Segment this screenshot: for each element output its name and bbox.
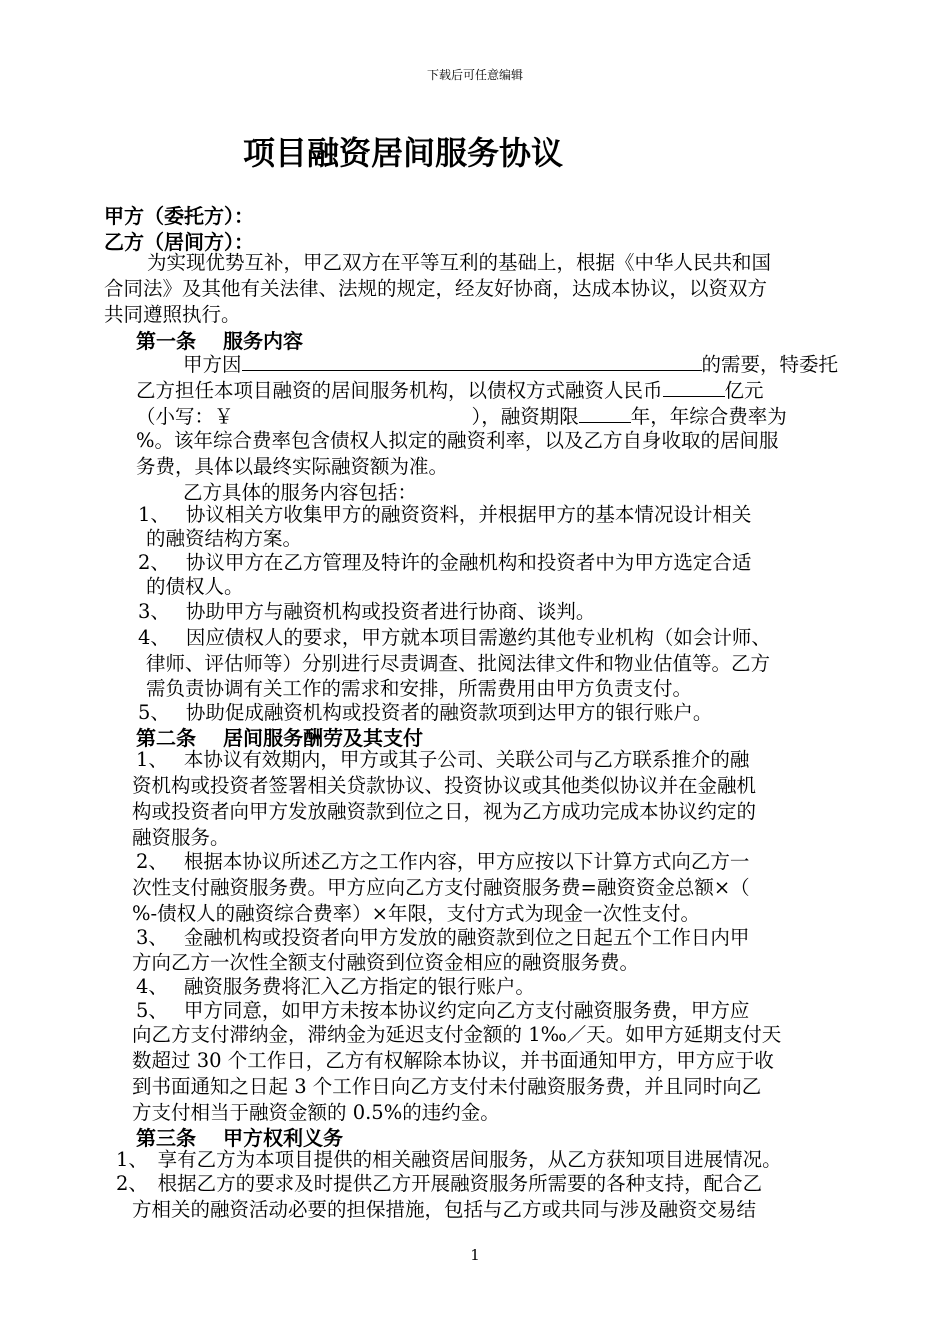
article-1-item: 的债权人。 [146, 575, 244, 598]
article-1-line: 务费，具体以最终实际融资额为准。 [136, 455, 449, 478]
article-1-item: 4、 因应债权人的要求，甲方就本项目需邀约其他专业机构（如会计师、 [138, 626, 771, 649]
blank-term[interactable] [579, 402, 631, 423]
article-1-item: 3、 协助甲方与融资机构或投资者进行协商、谈判。 [138, 600, 596, 623]
blank-project[interactable] [242, 350, 702, 371]
article-3-line: 2、 根据乙方的要求及时提供乙方开展融资服务所需要的各种支持，配合乙 [116, 1172, 763, 1195]
page-number: 1 [470, 1246, 480, 1264]
article-1-line: （小写：￥ ），融资期限 年，年综合费率为 [136, 402, 787, 430]
article-2-line: 向乙方支付滞纳金，滞纳金为延迟支付金额的 1‰／天。如甲方延期支付天 [132, 1023, 782, 1046]
article-3-line: 1、 享有乙方为本项目提供的相关融资居间服务，从乙方获知项目进展情况。 [116, 1148, 782, 1171]
preamble-line: 为实现优势互补，甲乙双方在平等互利的基础上，根据《中华人民共和国 [147, 251, 772, 274]
article-1-item: 的融资结构方案。 [146, 527, 303, 550]
article-1-item: 1、 协议相关方收集甲方的融资资料，并根据甲方的基本情况设计相关 [138, 503, 752, 526]
article-3-heading: 第三条 甲方权利义务 [136, 1126, 343, 1150]
preamble-line: 合同法》及其他有关法律、法规的规定，经友好协商，达成本协议，以资双方 [104, 277, 768, 300]
article-2-line: 构或投资者向甲方发放融资款到位之日，视为乙方成功完成本协议约定的 [132, 800, 757, 823]
article-2-line: 1、 本协议有效期内，甲方或其子公司、关联公司与乙方联系推介的融 [136, 748, 750, 771]
article-2-line: 2、 根据本协议所述乙方之工作内容，甲方应按以下计算方式向乙方一 [136, 850, 750, 873]
article-1-item: 5、 协助促成融资机构或投资者的融资款项到达甲方的银行账户。 [138, 701, 713, 724]
preamble-line: 共同遵照执行。 [104, 303, 241, 326]
article-2-line: 资机构或投资者签署相关贷款协议、投资协议或其他类似协议并在金融机 [132, 774, 757, 797]
article-2-line: 方支付相当于融资金额的 0.5%的违约金。 [132, 1101, 500, 1124]
article-1-line: 甲方因 的需要，特委托 [183, 350, 838, 378]
article-2-heading: 第二条 居间服务酬劳及其支付 [136, 726, 423, 750]
blank-amount[interactable] [663, 376, 725, 397]
article-1-intro: 乙方具体的服务内容包括： [183, 481, 418, 504]
article-1-item: 律师、评估师等）分别进行尽责调查、批阅法律文件和物业估值等。乙方 [146, 652, 771, 675]
article-2-line: 次性支付融资服务费。甲方应向乙方支付融资服务费=融资资金总额×（ [132, 876, 750, 899]
article-1-line: %。该年综合费率包含债权人拟定的融资利率，以及乙方自身收取的居间服 [136, 429, 779, 452]
document-title: 项目融资居间服务协议 [243, 134, 564, 172]
article-1-item: 需负责协调有关工作的需求和安排，所需费用由甲方负责支付。 [146, 677, 693, 700]
article-2-line: 5、 甲方同意，如甲方未按本协议约定向乙方支付融资服务费，甲方应 [136, 999, 750, 1022]
article-1-heading: 第一条 服务内容 [136, 329, 303, 353]
party-b-label: 乙方（居间方）： [104, 230, 254, 254]
article-2-line: 4、 融资服务费将汇入乙方指定的银行账户。 [136, 975, 535, 998]
article-2-line: 数超过 30 个工作日，乙方有权解除本协议，并书面通知甲方，甲方应于收 [132, 1049, 774, 1072]
article-2-line: 方向乙方一次性全额支付融资到位资金相应的融资服务费。 [132, 951, 640, 974]
article-1-line: 乙方担任本项目融资的居间服务机构，以债权方式融资人民币 亿元 [136, 376, 764, 404]
party-a-label: 甲方（委托方）： [104, 204, 254, 228]
article-2-line: 到书面通知之日起 3 个工作日向乙方支付未付融资服务费，并且同时向乙 [132, 1075, 762, 1098]
article-1-item: 2、 协议甲方在乙方管理及特许的金融机构和投资者中为甲方选定合适 [138, 551, 752, 574]
article-2-line: 3、 金融机构或投资者向甲方发放的融资款到位之日起五个工作日内甲 [136, 926, 750, 949]
article-2-line: %-债权人的融资综合费率）×年限，支付方式为现金一次性支付。 [132, 902, 700, 925]
article-3-line: 方相关的融资活动必要的担保措施，包括与乙方或共同与涉及融资交易结 [132, 1198, 757, 1221]
article-2-line: 融资服务。 [132, 826, 230, 849]
page-header: 下载后可任意编辑 [426, 68, 523, 82]
